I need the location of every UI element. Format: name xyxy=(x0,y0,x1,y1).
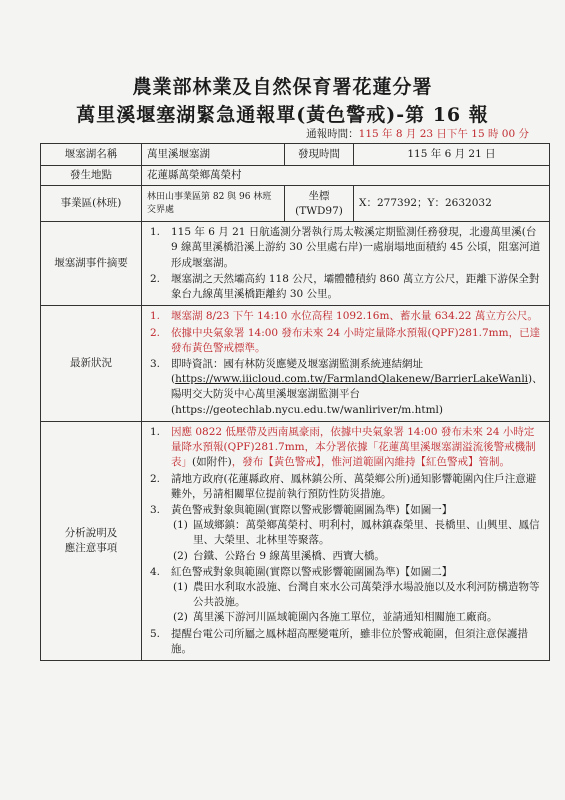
notice-time-label: 通報時間： xyxy=(306,128,359,140)
coord-value: X：277392；Y：2632032 xyxy=(354,186,550,222)
analysis-item-alert-text: 因應 0822 低壓帶及西南風豪雨，依據中央氣象署 14:00 發布未來 24 小時定量降水預報(QPF)281.7mm，本分署依據「花蓮萬里溪堰塞湖溢流後警戒機制表」 xyxy=(171,425,536,469)
row-location xyxy=(41,166,550,186)
monitoring-system-link[interactable]: https://www.iiicloud.com.tw/FarmlandQlakenew/BarrierLakeWanli xyxy=(175,373,529,386)
occur-time-label: 發現時間 xyxy=(285,144,354,166)
analysis-label-line2: 應注意事項 xyxy=(64,541,118,554)
summary-item-num: 2. xyxy=(150,272,161,285)
status-label: 最新狀況 xyxy=(41,306,142,422)
notice-time xyxy=(306,126,529,141)
analysis-item-num: 5. xyxy=(150,627,161,640)
analysis-item-text: 請地方政府(花蓮縣政府、鳳林鎮公所、萬榮鄉公所)通知影響範圍內住戶注意避難外，另請相關單位提前執行預防性防災措施。 xyxy=(171,472,537,500)
analysis-subitem-text: 萬里溪下游河川區域範圍內各施工單位，並請通知相關施工廠商。 xyxy=(193,611,498,624)
analysis-item-yellow-scope xyxy=(147,503,544,564)
row-district xyxy=(41,186,550,222)
row-status xyxy=(41,306,550,422)
analysis-subitem xyxy=(171,580,544,610)
analysis-subitem xyxy=(171,610,544,625)
analysis-item-num: 4. xyxy=(150,565,161,578)
lake-name-value: 萬里溪堰塞湖 xyxy=(142,144,285,166)
analysis-item-alert xyxy=(147,425,544,471)
district-value: 林田山事業區第 82 與 96 林班交界處 xyxy=(142,186,285,222)
summary-item-num: 1. xyxy=(150,226,161,239)
analysis-subitem-text: 區域鄉鎮：萬榮鄉萬榮村、明利村，鳳林鎮森榮里、長橋里、山興里、鳳信里、大榮里、北林里等聚落。 xyxy=(193,519,540,547)
status-item-links-rest: )、陽明交大防災中心萬里溪堰塞湖監測平台(https://geotechlab.nycu.edu.tw/wanliriver/m.html) xyxy=(171,373,543,416)
analysis-item-text: 提醒台電公司所屬之鳳林超高壓變電所，雖非位於警戒範圍，但須注意保護措施。 xyxy=(171,627,528,655)
district-label: 事業區(林班) xyxy=(41,186,142,222)
notice-time-value: 115 年 8 月 23 日下午 15 時 00 分 xyxy=(358,128,529,140)
analysis-content xyxy=(142,421,550,660)
analysis-subitem-text: 台鐵、公路台 9 線萬里溪橋、西寶大橋。 xyxy=(193,549,385,562)
report-title: 萬里溪堰塞湖緊急通報單(黃色警戒)-第 16 報 xyxy=(76,104,489,126)
analysis-subitem xyxy=(171,549,544,564)
analysis-subitem-num: (1) xyxy=(173,519,188,532)
status-item-links xyxy=(147,357,544,418)
status-item-links-prefix: 即時資訊：國有林防災應變及堰塞湖監測系統連結網址( xyxy=(171,357,423,386)
analysis-subitem-num: (2) xyxy=(173,611,188,624)
location-value: 花蓮縣萬榮鄉萬榮村 xyxy=(142,166,550,186)
analysis-item-num: 3. xyxy=(150,503,161,516)
row-summary xyxy=(41,222,550,306)
analysis-item-alert-text-2: ，發布【黃色警戒】，惟河道範圍內維持【紅色警戒】管制。 xyxy=(231,456,510,469)
analysis-label-line1: 分析說明及 xyxy=(64,526,118,539)
analysis-item-num: 2. xyxy=(150,472,161,485)
status-item-water-level xyxy=(147,309,544,324)
coord-label xyxy=(285,186,354,222)
location-label: 發生地點 xyxy=(41,166,142,186)
summary-item xyxy=(147,272,544,302)
analysis-item-substation xyxy=(147,627,544,657)
analysis-item-text: 紅色警戒對象與範圍(實際以警戒影響範圍圖為準)【如圖二】 xyxy=(171,565,453,578)
coord-label-line2: (TWD97) xyxy=(295,204,343,217)
row-lake-name xyxy=(41,144,550,166)
status-item-num: 3. xyxy=(150,357,161,370)
analysis-label xyxy=(41,421,142,660)
summary-item-text: 115 年 6 月 21 日航遙測分署執行馬太鞍溪定期監測任務發現，北邊萬里溪(台 9 線萬里溪橋沿溪上游約 30 公里處右岸)一處崩塌地面積約 45 公頃，阻塞河道形成堰塞湖。 xyxy=(171,226,541,269)
analysis-item-num: 1. xyxy=(150,425,161,438)
report-table xyxy=(40,143,550,661)
occur-time-value: 115 年 6 月 21 日 xyxy=(354,144,550,166)
summary-item xyxy=(147,225,544,271)
analysis-subitem-num: (2) xyxy=(173,549,188,562)
analysis-item-red-scope xyxy=(147,565,544,626)
lake-name-label: 堰塞湖名稱 xyxy=(41,144,142,166)
status-content xyxy=(142,306,550,422)
status-item-forecast xyxy=(147,326,544,356)
coord-label-line1: 坐標 xyxy=(308,189,330,202)
status-item-text: 依據中央氣象署 14:00 發布未來 24 小時定量降水預報(QPF)281.7mm，已達發布黃色警戒標準。 xyxy=(171,326,541,354)
analysis-item-attachment: (如附件) xyxy=(192,456,232,469)
summary-content xyxy=(142,222,550,306)
status-item-num: 1. xyxy=(150,310,161,323)
summary-label: 堰塞湖事件摘要 xyxy=(41,222,142,306)
analysis-subitem-text: 農田水利取水設施、台灣自來水公司萬榮淨水場設施以及水利河防構造物等公共設施。 xyxy=(193,581,540,609)
status-item-num: 2. xyxy=(150,326,161,339)
analysis-subitem-num: (1) xyxy=(173,581,188,594)
status-item-text: 堰塞湖 8/23 下午 14:10 水位高程 1092.16m、蓄水量 634.22 萬立方公尺。 xyxy=(171,310,538,323)
row-analysis xyxy=(41,421,550,660)
analysis-subitem xyxy=(171,518,544,548)
summary-item-text: 堰塞湖之天然壩高約 118 公尺，壩體體積約 860 萬立方公尺，距離下游保全對象台九線萬里溪橋距離約 30 公里。 xyxy=(171,272,540,301)
analysis-item-notify xyxy=(147,472,544,502)
analysis-item-text: 黃色警戒對象與範圍(實際以警戒影響範圍圖為準)【如圖一】 xyxy=(171,503,453,516)
agency-title: 農業部林業及自然保育署花蓮分署 xyxy=(132,76,433,98)
